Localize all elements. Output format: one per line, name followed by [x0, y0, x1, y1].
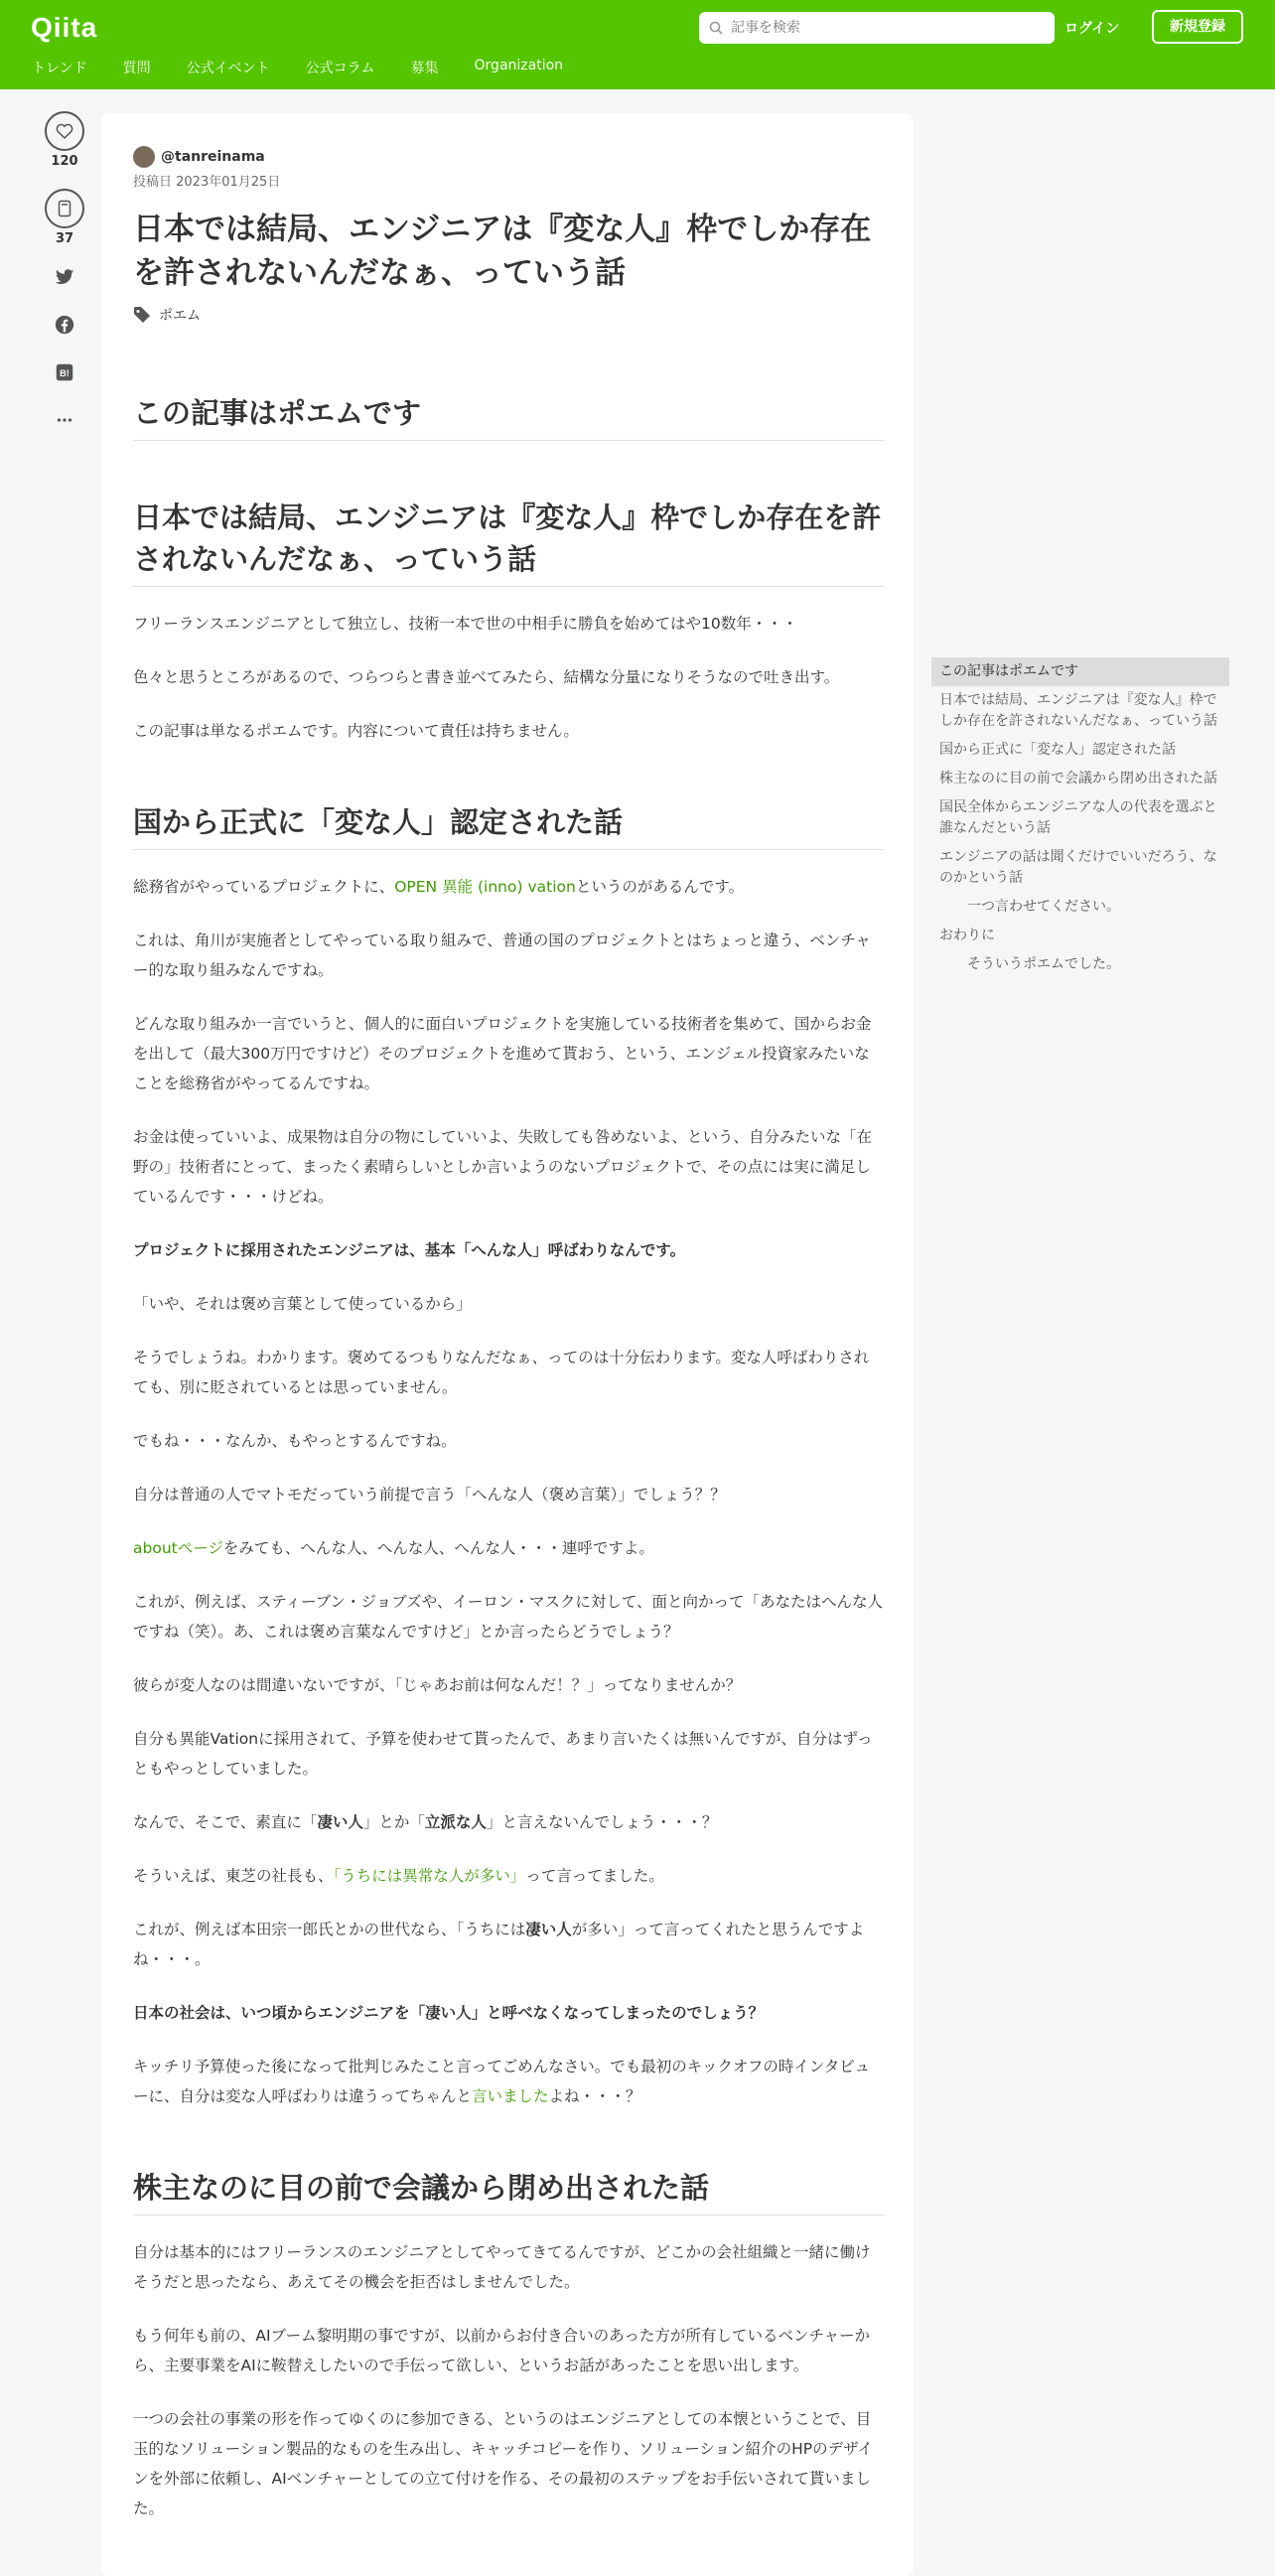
paragraph: 一つの会社の事業の形を作ってゆくのに参加できる、というのはエンジニアとしての本懐ということで、目玉的なソリューション製品的なものを生み出し、キャッチコピーを作り、ソリューション紹介のHPのデザインを外部に依頼し、AIベンチャーとしての立て付けを作る、その最初のステップをお手伝いされて貰いました。 [133, 2410, 874, 2518]
stock-count: 37 [55, 231, 74, 246]
global-header [0, 0, 1275, 89]
paragraph: でもね・・・なんか、もやっとするんですね。 [133, 1432, 457, 1451]
svg-text:B!: B! [60, 368, 70, 379]
toc-item[interactable]: エンジニアの話は聞くだけでいいだろう、なのかという話 [939, 849, 1217, 886]
paragraph: もう何年も前の、AIブーム黎明期の事ですが、以前からお付き合いのあった方が所有しているベンチャーから、主要事業をAIに鞍替えしたいので手伝って欲しい、というお話があったことを思い出します。 [133, 2327, 870, 2375]
like-count: 120 [51, 154, 78, 169]
emphasis: 凄い人 [525, 1921, 572, 1939]
nav-organization[interactable]: Organization [474, 58, 564, 73]
text: が多い」って言ってくれたと思うんですよね・・・。 [133, 1921, 865, 1969]
toshiba-quote-link[interactable]: 「うちには異常な人が多い」 [333, 1867, 526, 1886]
action-sidebar [44, 111, 85, 457]
emphasis: 立派な人 [424, 1813, 487, 1832]
text: そういえば、東芝の社長も、 [133, 1867, 334, 1886]
about-page-link[interactable]: aboutページ [133, 1539, 223, 1558]
heading-country: 国から正式に「変な人」認定された話 [133, 801, 884, 850]
text: 総務省がやっているプロジェクトに、 [133, 878, 395, 897]
search-input[interactable] [729, 12, 1041, 44]
stock-button[interactable] [45, 189, 84, 228]
tag-icon [133, 306, 151, 324]
paragraph [133, 1807, 884, 1837]
article-content [133, 145, 884, 2523]
emphasis: 凄い人 [317, 1813, 363, 1832]
heading-main: 日本では結局、エンジニアは『変な人』枠でしか存在を許されないんだなぁ、っていう話 [133, 497, 884, 587]
author-info [133, 145, 884, 169]
paragraph [133, 1861, 884, 1891]
nav-recruitment[interactable]: 募集 [410, 61, 439, 76]
search-icon [709, 21, 723, 35]
signup-button[interactable]: 新規登録 [1152, 10, 1243, 44]
twitter-icon[interactable] [54, 266, 75, 288]
qiita-logo[interactable]: Qiita [31, 12, 98, 43]
nav-official-columns[interactable]: 公式コラム [305, 61, 375, 76]
table-of-contents [931, 657, 1229, 979]
facebook-icon[interactable] [54, 314, 75, 336]
toc-item[interactable]: 日本では結局、エンジニアは『変な人』枠でしか存在を許されないんだなぁ、っていう話 [939, 692, 1217, 729]
paragraph: どんな取り組みか一言でいうと、個人的に面白いプロジェクトを実施している技術者を集めて、国からお金を出して（最大300万円ですけど）そのプロジェクトを進めて貰おう、という、エンジェル投資家みたいなことを総務省がやってるんですね。 [133, 1015, 872, 1093]
paragraph: お金は使っていいよ、成果物は自分の物にしていいよ、失敗しても咎めないよ、という、自分みたいな「在野の」技術者にとって、まったく素晴らしいとしか言いようのないプロジェクトで、その点には実に満足しているんです・・・けどね。 [133, 1128, 873, 1207]
hatena-bookmark-icon[interactable] [54, 361, 75, 383]
paragraph-bold: プロジェクトに採用されたエンジニアは、基本「へんな人」呼ばわりなんです。 [133, 1241, 686, 1260]
paragraph: 彼らが変人なのは間違いないですが、「じゃあお前は何なんだ！？」ってなりませんか？ [133, 1676, 742, 1695]
paragraph: これが、例えば、スティーブン・ジョブズや、イーロン・マスクに対して、面と向かって「あなたはへんな人ですね（笑）。あ、これは褒め言葉なんですけど」とか言ったらどうでしょう？ [133, 1593, 884, 1642]
text: キッチリ予算使った後になって批判じみたこと言ってごめんなさい。でも最初のキックオフの時インタビューに、自分は変な人呼ばわりは違うってちゃんと [133, 2058, 871, 2106]
author-avatar[interactable] [133, 146, 155, 168]
paragraph: フリーランスエンジニアとして独立し、技術一本で世の中相手に勝負を始めてはや10数年・・・ [133, 615, 798, 634]
text: よね・・・？ [548, 2087, 641, 2106]
paragraph: 色々と思うところがあるので、つらつらと書き並べてみたら、結構な分量になりそうなので吐き出す。 [133, 668, 840, 687]
paragraph [133, 1533, 884, 1563]
tag-list [133, 305, 884, 325]
author-name[interactable]: @tanreinama [161, 149, 265, 165]
paragraph: 自分も異能Vationに採用されて、予算を使わせて貰ったんで、あまり言いたくは無いんですが、自分はずっともやっとしていました。 [133, 1730, 873, 1779]
toc-subitem[interactable]: そういうポエムでした。 [967, 956, 1120, 972]
paragraph [133, 1915, 884, 1974]
text: なんで、そこで、素直に「 [133, 1813, 318, 1832]
toc-item[interactable]: おわりに [939, 928, 995, 943]
paragraph: 自分は基本的にはフリーランスのエンジニアとしてやってきてるんですが、どこかの会社組織と一緒に働けそうだと思ったなら、あえてその機会を拒否はしませんでした。 [133, 2243, 871, 2292]
paragraph [133, 2052, 884, 2111]
nav-questions[interactable]: 質問 [122, 61, 151, 76]
paragraph: この記事は単なるポエムです。内容について責任は持ちません。 [133, 722, 579, 741]
nav-trend[interactable]: トレンド [32, 61, 87, 76]
open-innovation-link[interactable]: OPEN 異能 (inno) vation [394, 878, 576, 897]
toc-item[interactable]: 国から正式に「変な人」認定された話 [939, 742, 1176, 758]
text: って言ってました。 [525, 1867, 664, 1886]
tag-poem[interactable]: ポエム [159, 308, 201, 325]
paragraph [133, 872, 884, 902]
posted-date: 投稿日 2023年01月25日 [133, 175, 281, 190]
nav-official-events[interactable]: 公式イベント [186, 61, 270, 76]
toc-subitem[interactable]: 一つ言わせてください。 [967, 899, 1120, 915]
paragraph: そうでしょうね。わかります。褒めてるつもりなんだなぁ、ってのは十分伝わります。変な人呼ばわりされても、別に貶されているとは思っていません。 [133, 1349, 870, 1397]
text: 」と言えないんでしょう・・・？ [486, 1813, 718, 1832]
toc-item[interactable]: この記事はポエムです [931, 657, 1229, 686]
article-title: 日本では結局、エンジニアは『変な人』枠でしか存在を許されないんだなぁ、っていう話 [133, 212, 872, 292]
text: これが、例えば本田宗一郎氏とかの世代なら、「うちには [133, 1921, 526, 1939]
interview-link[interactable]: 言いました [472, 2087, 549, 2106]
search-box[interactable] [699, 12, 1055, 44]
text: というのがあるんです。 [575, 878, 745, 897]
text: 」とか「 [362, 1813, 425, 1832]
toc-item[interactable]: 株主なのに目の前で会議から閉め出された話 [939, 771, 1217, 787]
heart-icon [56, 123, 73, 139]
heading-shareholder: 株主なのに目の前で会議から閉め出された話 [133, 2167, 884, 2216]
stock-icon [58, 200, 71, 217]
paragraph-bold: 日本の社会は、いつ頃からエンジニアを「凄い人」と呼べなくなってしまったのでしょう？ [133, 2004, 765, 2023]
paragraph: 自分は普通の人でマトモだっていう前提で言う「へんな人（褒め言葉）」でしょう？？ [133, 1486, 726, 1504]
paragraph: 「いや、それは褒め言葉として使っているから」 [133, 1295, 472, 1314]
more-options-icon[interactable] [54, 409, 75, 431]
like-button[interactable] [45, 111, 84, 151]
toc-item[interactable]: 国民全体からエンジニアな人の代表を選ぶと誰なんだという話 [939, 799, 1217, 836]
login-link[interactable]: ログイン [1064, 21, 1120, 37]
heading-poem: この記事はポエムです [133, 392, 884, 441]
text: をみても、へんな人、へんな人、へんな人・・・連呼ですよ。 [222, 1539, 654, 1558]
paragraph: これは、角川が実施者としてやっている取り組みで、普通の国のプロジェクトとはちょっと違う、ベンチャー的な取り組みなんですね。 [133, 931, 871, 980]
header-nav [32, 58, 599, 77]
